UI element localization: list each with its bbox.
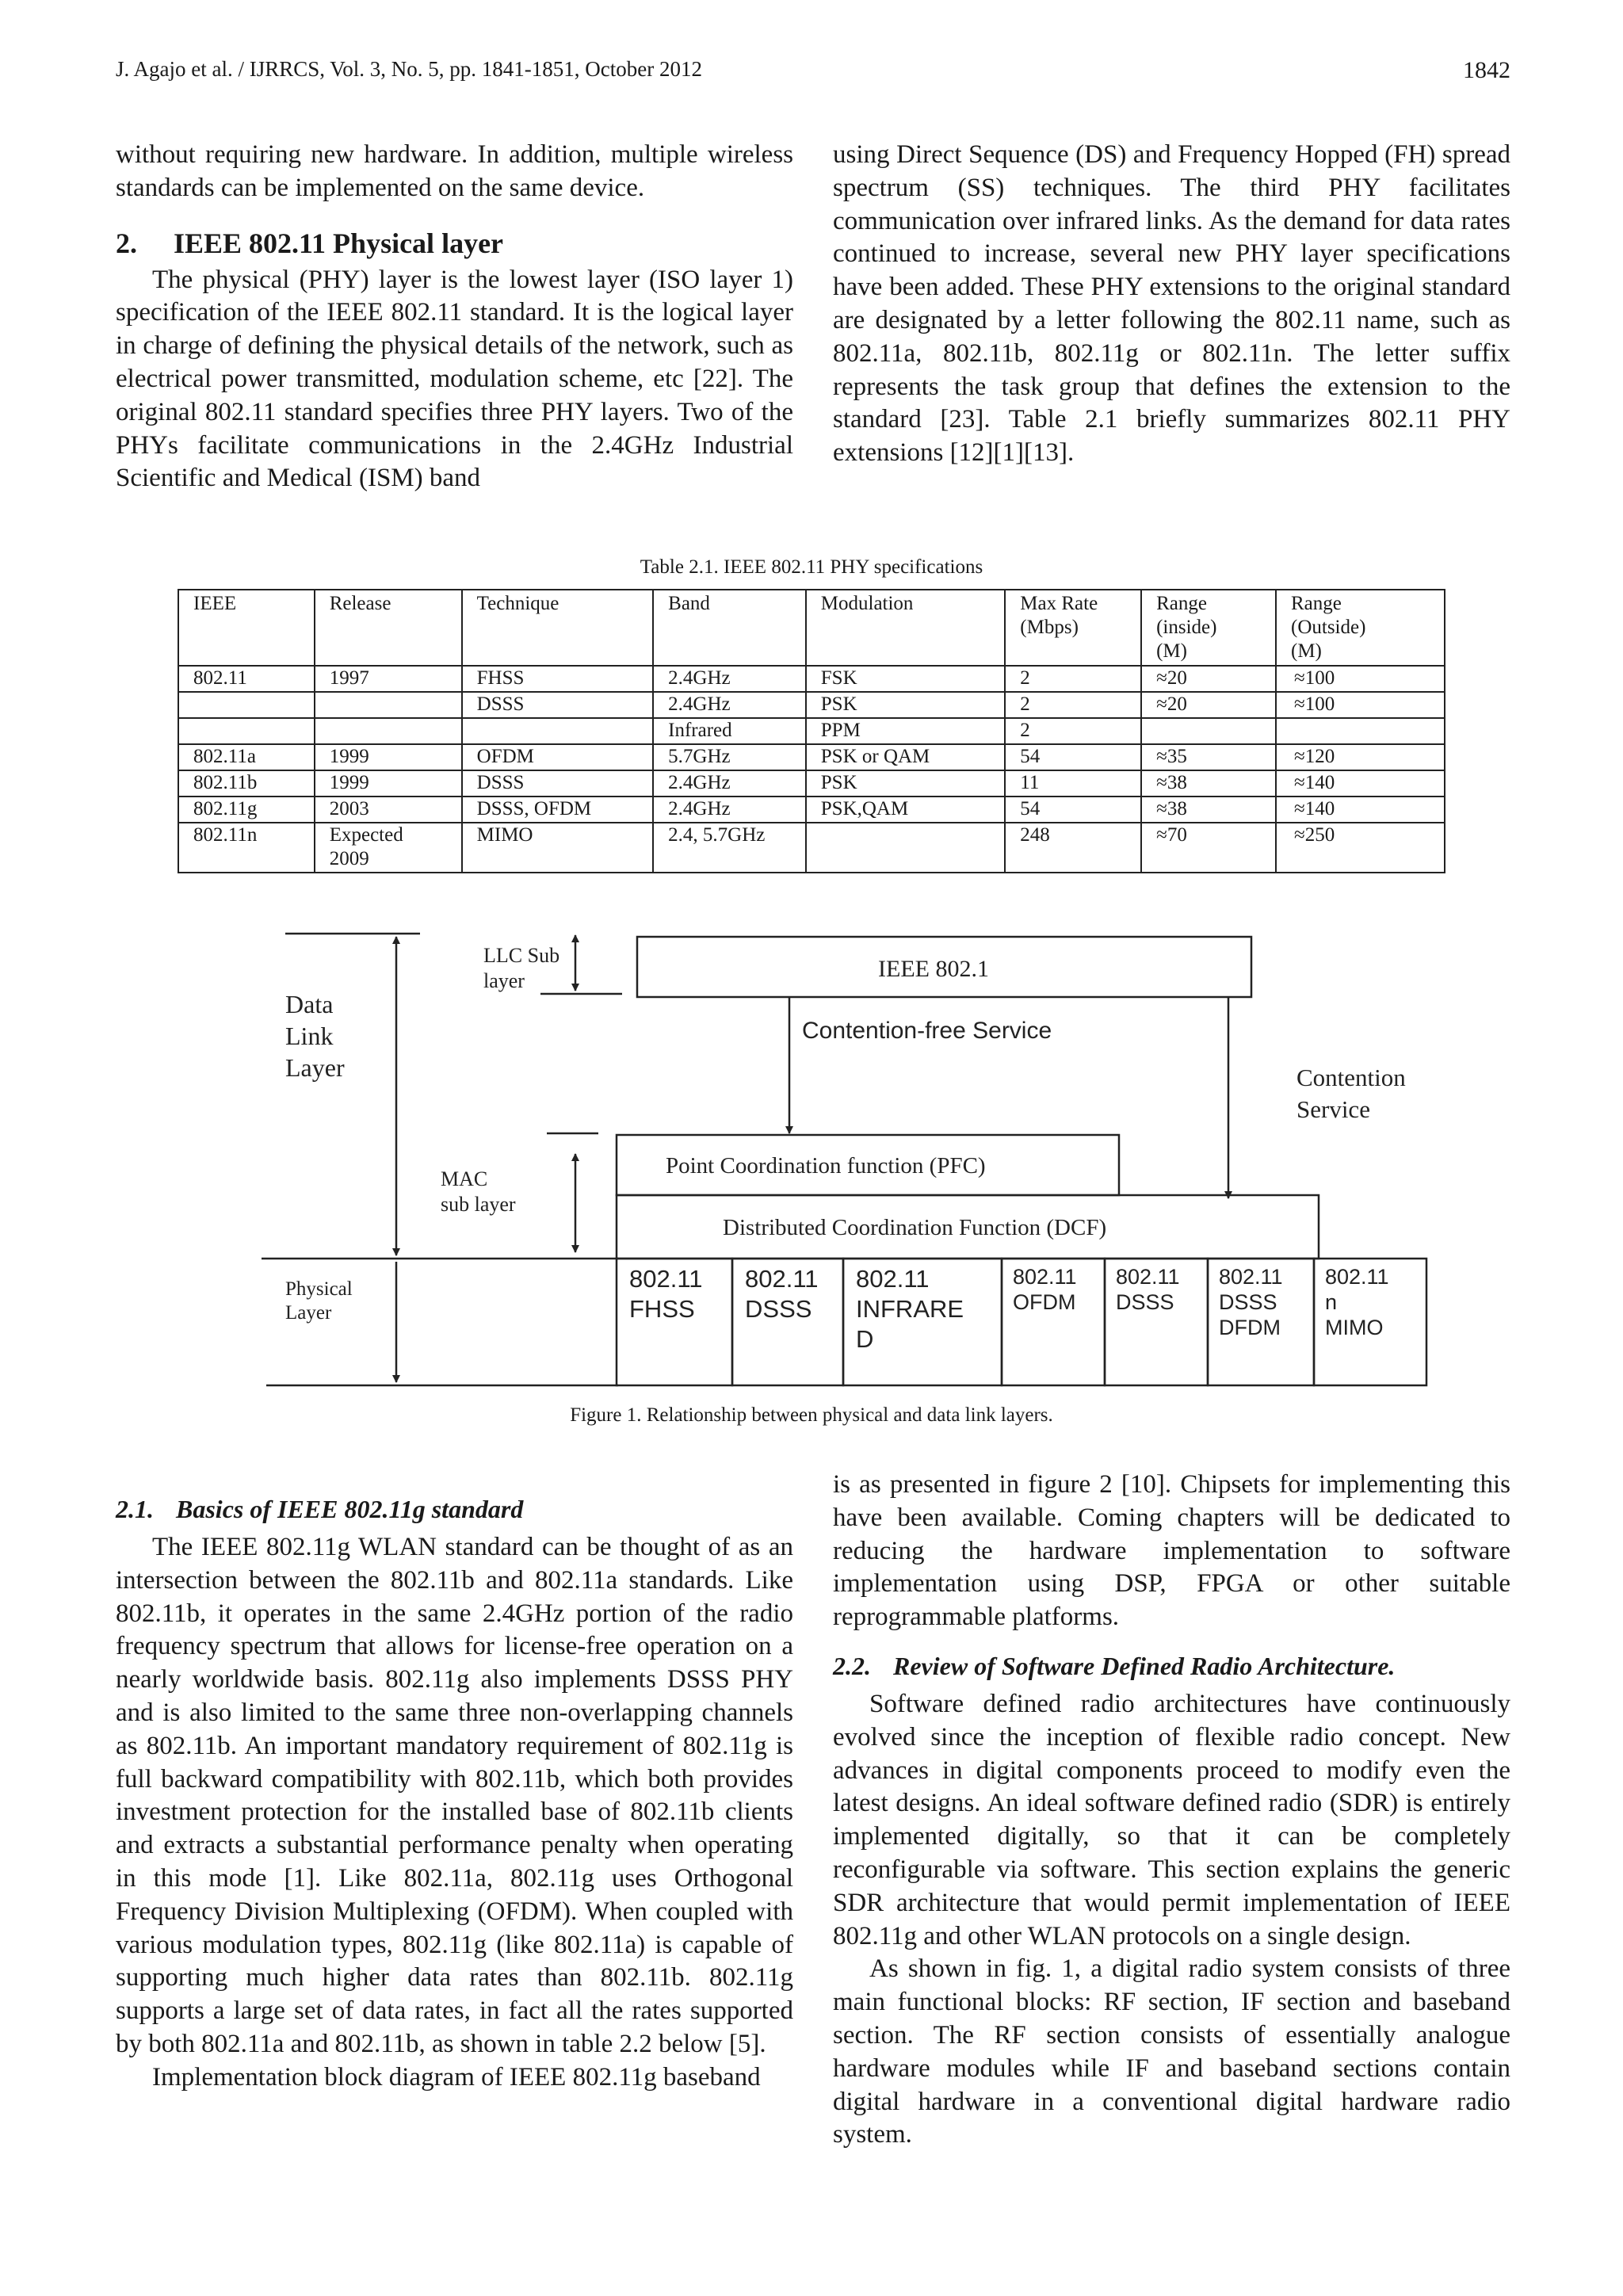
contention-service-label: Contention Service [1296,1064,1406,1123]
phy-box-label: 802.11 OFDM [1013,1265,1077,1314]
table-cell: FSK [806,666,1006,692]
table-cell: MIMO [462,823,654,873]
table-cell: ≈250 [1276,823,1445,873]
table-cell: OFDM [462,744,654,770]
running-header: J. Agajo et al. / IJRRCS, Vol. 3, No. 5, pp. 1841-1851, October 2012 [116,57,702,81]
table-header-cell: Modulation [806,590,1006,666]
paragraph: The IEEE 802.11g WLAN standard can be thought of as an intersection between the 802.11b and 802.11a standards. Like 802.11b, it operates in the same 2.4GHz portion of the radio frequency spectrum that allows for license-free operation on a nearly worldwide basis. 802.11g also implements DSSS PHY and is also limited to the same three non-overlapping channels as 802.11b. An important mandatory requirement of 802.11g is full backward compatibility with 802.11b, which both provides investment protection for the installed base of 802.11b clients and extracts a substantial performance penalty when operating in this mode [1]. Like 802.11a, 802.11g uses Orthogonal Frequency Division Multiplexing (OFDM). When coupled with various modulation types, 802.11g (like 802.11a) is capable of supporting much higher data rates than 802.11b. 802.11g supports a large set of data rates, in fact all the rates supported by both 802.11a and 802.11b, as shown in table 2.2 below [5]. [116,1533,793,2058]
subsection-number: 2.2. [833,1651,871,1680]
data-link-label: Data Link Layer [285,990,345,1082]
phy-box-label: 802.11 n MIMO [1325,1265,1389,1339]
subsection-heading [833,1650,1510,1682]
phy-box-label: 802.11 INFRARE D [856,1265,964,1353]
contention-free-label: Contention-free Service [802,1018,1052,1044]
table-cell: 802.11n [178,823,315,873]
table-cell: DSSS [462,692,654,718]
table-header-cell: Range (Outside) (M) [1276,590,1445,666]
paragraph: As shown in fig. 1, a digital radio system consists of three main functional blocks: RF section, IF section and baseband section. The RF section consists of essentially analogue hardware modules while IF and baseband sections contain digital hardware in a conventional digital hardware radio system. [833,1954,1510,2149]
paragraph: Implementation block diagram of IEEE 802.11g baseband [152,2062,761,2092]
table-cell: ≈100 [1276,666,1445,692]
table-cell: 2.4GHz [653,666,806,692]
table-cell: ≈140 [1276,770,1445,797]
physical-layer-label: Physical Layer [285,1278,353,1324]
paragraph: Software defined radio architectures have continuously evolved since the inception of flexible radio concept. New advances in digital components proceed to modify even the latest designs. An ideal software defined radio (SDR) is entirely implemented digitally, so that it can be completely reconfigurable via software. This section explains the generic SDR architecture that would permit implementation of IEEE 802.11g and other WLAN protocols on a single design. [833,1689,1510,1950]
table-cell: DSSS, OFDM [462,797,654,823]
llc-sublayer-label: LLC Sub layer [483,944,560,992]
table-cell: 2.4GHz [653,692,806,718]
table-header-cell: Technique [462,590,654,666]
table-cell: PPM [806,718,1006,744]
table-cell: PSK [806,770,1006,797]
dcf-label: Distributed Coordination Function (DCF) [723,1215,1107,1240]
table-header-cell: Range (inside) (M) [1141,590,1276,666]
table-cell: ≈140 [1276,797,1445,823]
figure-caption: Figure 1. Relationship between physical and data link layers. [570,1404,1053,1426]
table-cell: 2 [1005,692,1141,718]
table-cell: PSK,QAM [806,797,1006,823]
table-header-cell: Release [315,590,462,666]
mac-sublayer-label: MAC sub layer [441,1167,516,1216]
table-cell: 802.11b [178,770,315,797]
table-cell: FHSS [462,666,654,692]
table-header-cell: Band [653,590,806,666]
table-cell: 1999 [315,770,462,797]
pcf-label: Point Coordination function (PFC) [666,1153,986,1179]
table-cell: ≈35 [1141,744,1276,770]
table-cell: 2 [1005,718,1141,744]
phy-box-label: 802.11 DSSS [745,1265,819,1323]
table-cell: ≈70 [1141,823,1276,873]
table-cell: 2 [1005,666,1141,692]
table-cell: 2.4GHz [653,797,806,823]
ieee-8021-label: IEEE 802.1 [878,956,989,982]
table-header-cell: IEEE [178,590,315,666]
section-title: IEEE 802.11 Physical layer [174,227,504,259]
phy-box-label: 802.11 FHSS [629,1265,703,1323]
subsection-title: Review of Software Defined Radio Architecture. [893,1651,1396,1680]
table-cell: Infrared [653,718,806,744]
paragraph-continued: is as presented in figure 2 [10]. Chipsets for implementing this have been available. Coming chapters will be dedicated to reducing the hardware implementation to software implementation using DSP, FPGA or other suitable reprogrammable platforms. [833,1470,1510,1632]
table-cell: ≈38 [1141,797,1276,823]
page-number: 1842 [1463,57,1510,83]
subsection-heading [116,1493,793,1525]
table-cell: 11 [1005,770,1141,797]
table-cell: 2.4GHz [653,770,806,797]
table-cell: 2003 [315,797,462,823]
table-cell: ≈38 [1141,770,1276,797]
table-cell: Expected 2009 [315,823,462,873]
table-cell: 54 [1005,744,1141,770]
table-cell: ≈120 [1276,744,1445,770]
table-cell: 54 [1005,797,1141,823]
right-column-bottom [833,1469,1510,2152]
left-column-bottom [116,1493,793,2095]
table-cell: 802.11a [178,744,315,770]
table-cell: 1997 [315,666,462,692]
table-cell: DSSS [462,770,654,797]
table-cell: 248 [1005,823,1141,873]
table-cell: ≈20 [1141,692,1276,718]
table-header-cell: Max Rate (Mbps) [1005,590,1141,666]
table-cell: 5.7GHz [653,744,806,770]
paragraph-continued: without requiring new hardware. In addition, multiple wireless standards can be implemented on the same device. [116,140,793,202]
table-cell: PSK [806,692,1006,718]
phy-box-label: 802.11 DSSS [1116,1265,1180,1314]
table-cell: 2.4, 5.7GHz [653,823,806,873]
subsection-title: Basics of IEEE 802.11g standard [176,1495,524,1523]
paragraph: The physical (PHY) layer is the lowest layer (ISO layer 1) specification of the IEEE 802.11 standard. It is the logical layer in charge of defining the physical details of the network, such as electrical power transmitted, modulation scheme, etc [22]. The original 802.11 standard specifies three PHY layers. Two of the PHYs facilitate communications in the 2.4GHz Industrial Scientific and Medical (ISM) band [116,265,793,493]
section-number: 2. [116,227,137,259]
table-cell: ≈20 [1141,666,1276,692]
table-caption: Table 2.1. IEEE 802.11 PHY specifications [640,556,983,578]
subsection-number: 2.1. [116,1495,154,1523]
table-cell: PSK or QAM [806,744,1006,770]
table-cell: 1999 [315,744,462,770]
table-cell: 802.11 [178,666,315,692]
table-cell: 802.11g [178,797,315,823]
phy-box-label: 802.11 DSSS DFDM [1219,1265,1283,1339]
paragraph: using Direct Sequence (DS) and Frequency Hopped (FH) spread spectrum (SS) techniques. The third PHY facilitates communication over infrared links. As the demand for data rates continued to increase, several new PHY layer specifications have been added. These PHY extensions to the original standard are designated by a letter following the 802.11 name, such as 802.11a, 802.11b, 802.11g or 802.11n. The letter suffix represents the task group that defines the extension to the standard [23]. Table 2.1 briefly summarizes 802.11 PHY extensions [12][1][13]. [833,140,1510,468]
table-cell: ≈100 [1276,692,1445,718]
